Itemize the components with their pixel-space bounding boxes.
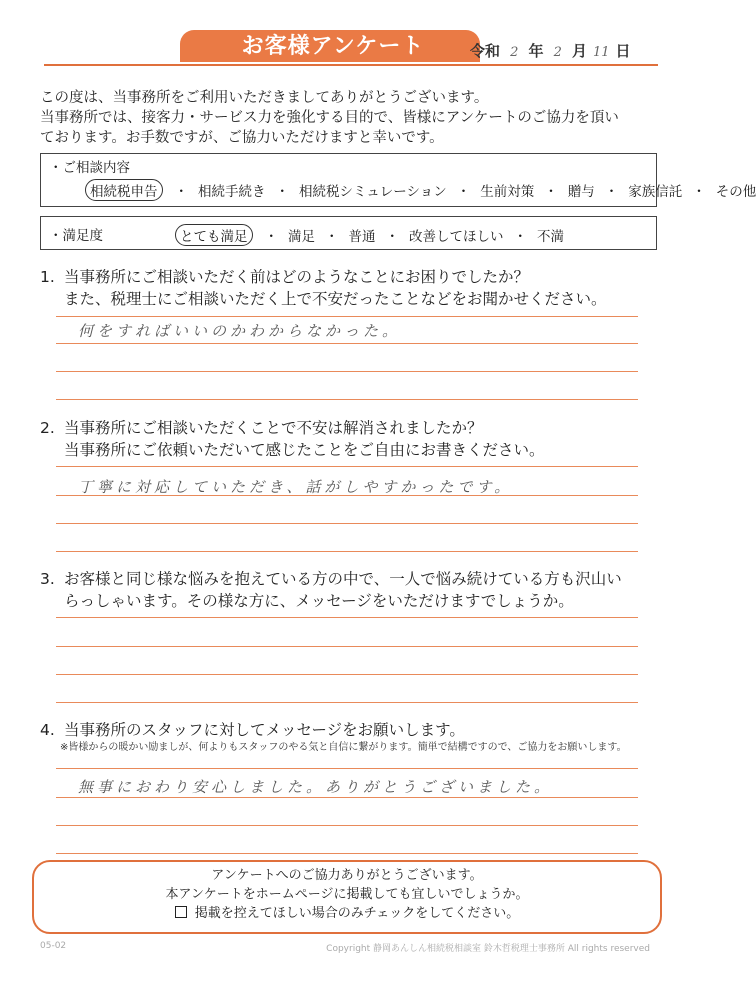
answer-4[interactable]: 無事におわり安心しました。ありがとうございました。 [78, 778, 554, 796]
satisfaction-label: ・満足度 [49, 228, 103, 244]
checkbox[interactable] [175, 906, 187, 918]
consultation-box [40, 153, 756, 207]
separator: ・ [325, 229, 339, 245]
answer-line [56, 768, 638, 769]
question-text: お客様と同じ様な悩みを抱えている方の中で、一人で悩み続けている方も沢山い [64, 570, 622, 588]
option-tax-simulation[interactable]: 相続税シミュレーション [299, 184, 447, 200]
separator: ・ [385, 229, 399, 245]
answer-1[interactable]: 何をすればいいのかわからなかった。 [78, 322, 402, 340]
question-note: ※皆様からの暖かい励ましが、何よりもスタッフのやる気と自信に繋がります。簡単で結構ですので、ご協力をお願いします。 [60, 742, 627, 753]
day-value: 11 [592, 45, 610, 60]
publish-question: 本アンケートをホームページに掲載しても宜しいでしょうか。 [165, 887, 529, 902]
separator: ・ [174, 184, 188, 200]
thanks-text: アンケートへのご協力ありがとうございます。 [211, 868, 483, 883]
option-neutral[interactable]: 普通 [348, 229, 376, 245]
answer-line [56, 523, 638, 524]
answer-line [56, 316, 638, 317]
option-other[interactable]: その他 [715, 184, 756, 200]
question-text: 当事務所にご相談いただく前はどのようなことにお困りでしたか？ [64, 268, 530, 286]
date-field [470, 40, 630, 62]
option-dissatisfied[interactable]: 不満 [537, 229, 564, 245]
answer-line [56, 646, 638, 647]
satisfaction-box [40, 216, 657, 250]
form-code: 05-02 [40, 941, 67, 951]
checkbox-label: 掲載を控えてほしい場合のみチェックをしてください。 [194, 906, 520, 921]
separator: ・ [604, 184, 619, 200]
answer-line [56, 797, 638, 798]
answer-line [56, 399, 638, 400]
survey-title: お客様アンケート [241, 34, 425, 59]
intro-text [40, 88, 660, 148]
option-needs-improvement[interactable]: 改善してほしい [409, 229, 504, 245]
question-number: 2. [40, 419, 55, 437]
month-value: 2 [553, 45, 562, 60]
answer-line [56, 674, 638, 675]
intro-line: この度は、当事務所をご利用いただきましてありがとうございます。 [40, 90, 489, 106]
question-2 [40, 417, 660, 461]
option-family-trust[interactable]: 家族信託 [628, 184, 683, 200]
separator: ・ [264, 229, 278, 245]
question-number: 3. [40, 570, 55, 588]
checkbox-row[interactable] [34, 904, 660, 923]
answer-line [56, 551, 638, 552]
consultation-options [85, 179, 756, 201]
question-number: 1. [40, 268, 55, 286]
answer-line [56, 853, 638, 854]
satisfaction-options [175, 224, 564, 246]
separator: ・ [692, 184, 706, 200]
separator: ・ [275, 184, 289, 200]
separator: ・ [513, 229, 527, 245]
option-pre-planning[interactable]: 生前対策 [480, 184, 535, 200]
intro-line: ております。お手数ですが、ご協力いただけますと幸いです。 [40, 130, 444, 146]
era: 令和 [470, 42, 501, 60]
year-value: 2 [510, 45, 519, 60]
answer-line [56, 702, 638, 703]
option-inheritance-procedures[interactable]: 相続手続き [198, 184, 266, 200]
answer-line [56, 466, 638, 467]
option-satisfied[interactable]: 満足 [288, 229, 315, 245]
question-text: らっしゃいます。その様な方に、メッセージをいただけますでしょうか。 [64, 592, 574, 610]
intro-line: 当事務所では、接客力・サービス力を強化する目的で、皆様にアンケートのご協力を頂い [40, 110, 619, 126]
month-unit: 月 [571, 42, 587, 60]
question-text: 当事務所のスタッフに対してメッセージをお願いします。 [64, 721, 465, 739]
year-unit: 年 [528, 42, 544, 60]
answer-2[interactable]: 丁寧に対応していただき、話がしやすかったです。 [78, 478, 514, 496]
question-4 [40, 719, 660, 755]
answer-line [56, 617, 638, 618]
answer-line [56, 343, 638, 344]
separator: ・ [456, 184, 471, 200]
publish-consent-box [32, 860, 662, 934]
option-very-satisfied[interactable]: とても満足 [175, 224, 253, 246]
answer-line [56, 495, 638, 496]
copyright: Copyright 静岡あんしん相続税相談室 鈴木哲税理士事務所 All rights reserved [326, 944, 650, 954]
question-3 [40, 568, 660, 612]
answer-line [56, 825, 638, 826]
question-number: 4. [40, 721, 55, 739]
question-text: 当事務所にご依頼いただいて感じたことをご自由にお書きください。 [64, 441, 545, 459]
option-gift[interactable]: 贈与 [567, 184, 595, 200]
question-text: また、税理士にご相談いただく上で不安だったことなどをお聞かせください。 [64, 290, 607, 308]
question-1 [40, 266, 660, 310]
consultation-label: ・ご相談内容 [49, 160, 130, 176]
separator: ・ [544, 184, 558, 200]
option-inheritance-tax-return[interactable]: 相続税申告 [85, 179, 163, 201]
day-unit: 日 [615, 42, 631, 60]
answer-line [56, 371, 638, 372]
question-text: 当事務所にご相談いただくことで不安は解消されましたか？ [64, 419, 483, 437]
